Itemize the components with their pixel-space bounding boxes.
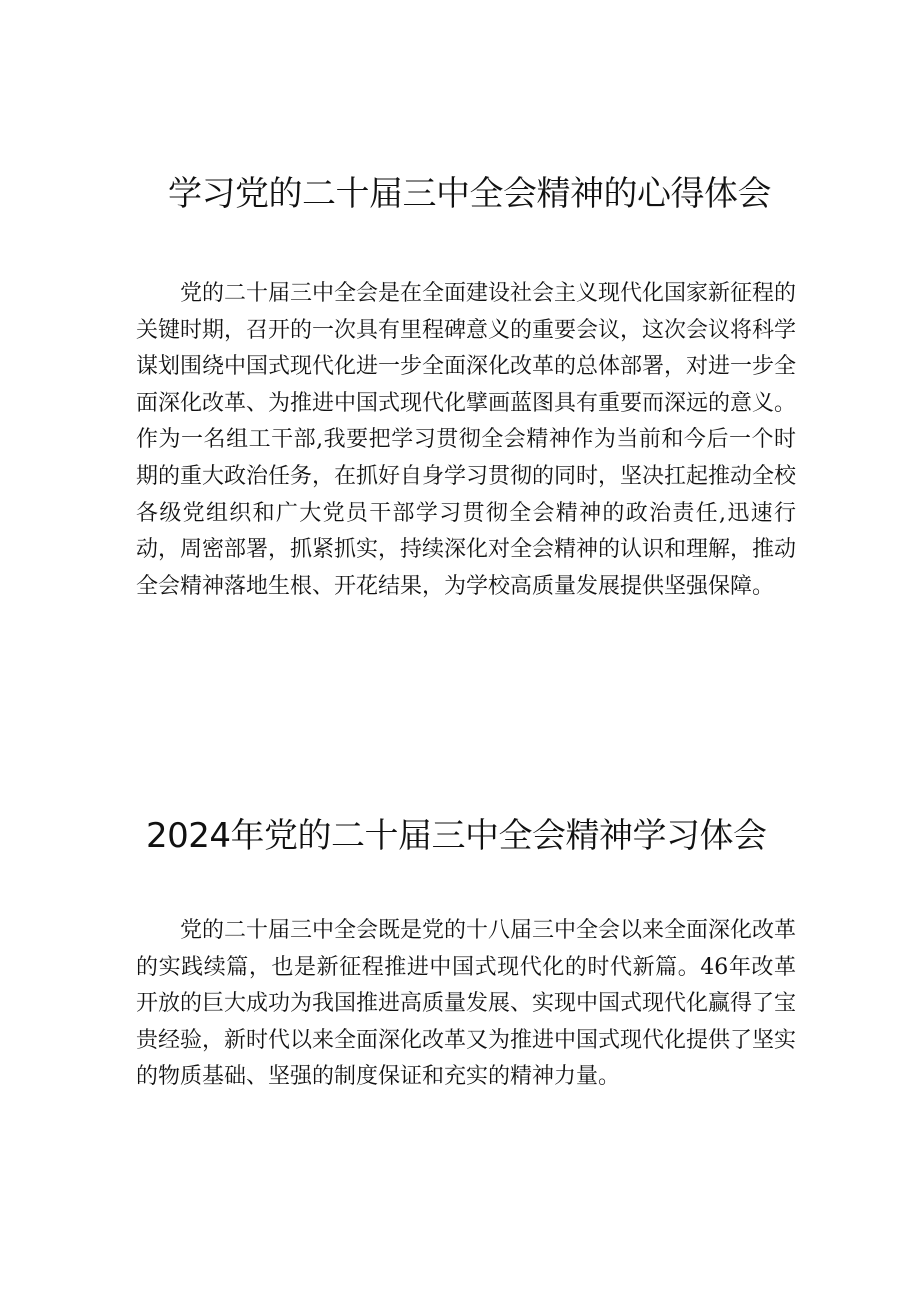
section-2-title: 2024年党的二十届三中全会精神学习体会 <box>146 816 767 856</box>
section-1-paragraph: 党的二十届三中全会是在全面建设社会主义现代化国家新征程的关键时期，召开的一次具有里程碑意义的重要会议，这次会议将科学谋划围绕中国式现代化进一步全面深化改革的总体部署，对进一步全面深化改革、为推进中国式现代化擘画蓝图具有重要而深远的意义。作为一名组工干部,我要把学习贯彻全会精神作为当前和今后一个时期的重大政治任务，在抓好自身学习贯彻的同时，坚决扛起推动全校各级党组织和广大党员干部学习贯彻全会精神的政治责任,迅速行动，周密部署，抓紧抓实，持续深化对全会精神的认识和理解，推动全会精神落地生根、开花结果，为学校高质量发展提供坚强保障。 <box>136 281 797 599</box>
section-1-title: 学习党的二十届三中全会精神的心得体会 <box>168 174 771 214</box>
section-2-paragraph: 党的二十届三中全会既是党的十八届三中全会以来全面深化改革的实践续篇，也是新征程推进中国式现代化的时代新篇。46年改革开放的巨大成功为我国推进高质量发展、实现中国式现代化赢得了宝贵经验，新时代以来全面深化改革又为推进中国式现代化提供了坚实的物质基础、坚强的制度保证和充实的精神力量。 <box>136 918 797 1090</box>
